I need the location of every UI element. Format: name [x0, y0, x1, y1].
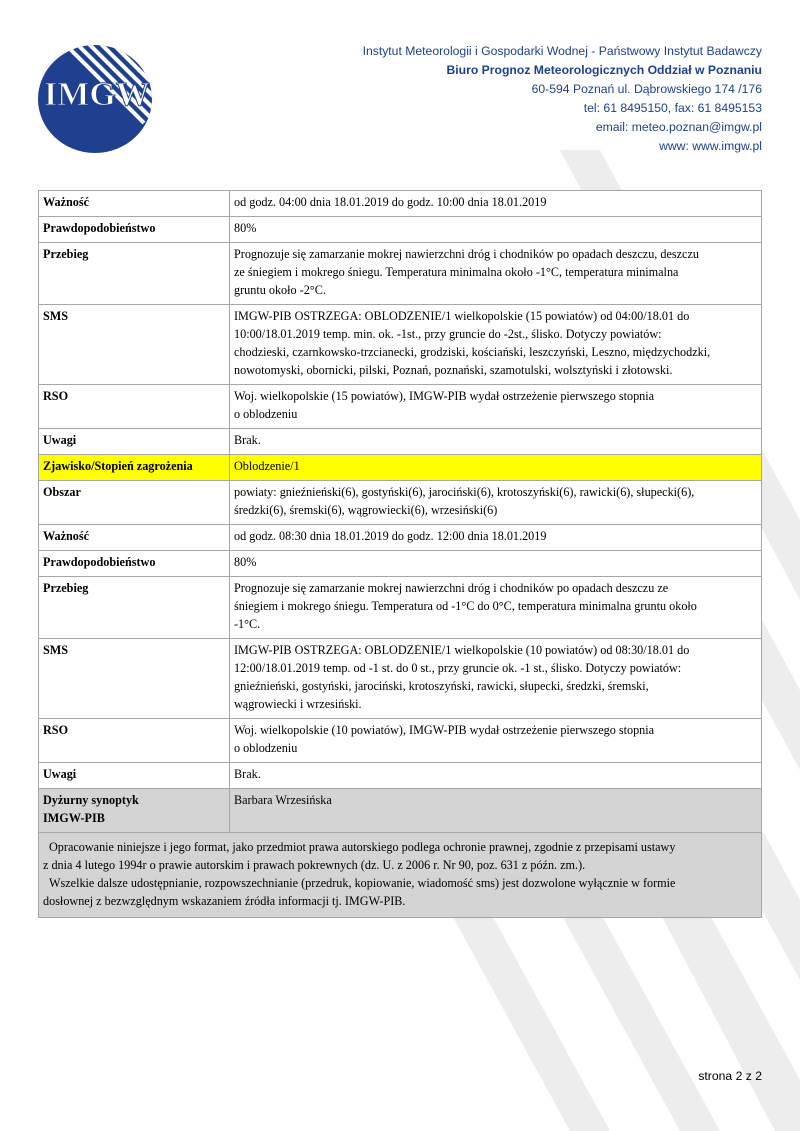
row-value-line: średzki(6), śremski(6), wągrowiecki(6), wrzesiński(6) — [234, 503, 498, 517]
row-label: Przebieg — [39, 243, 230, 305]
row-value-line: chodzieski, czarnkowsko-trzcianecki, grodziski, kościański, leszczyński, Leszno, międzychodzki, — [234, 345, 711, 359]
row-value-line: o oblodzeniu — [234, 741, 298, 755]
row-label: Zjawisko/Stopień zagrożenia — [39, 455, 230, 481]
logo-text: IMGW — [44, 76, 150, 113]
copyright-line: z dnia 4 lutego 1994r o prawie autorskim i prawach pokrewnych (dz. U. z 2006 r. Nr 90, poz. 631 z późn. zm.). — [43, 858, 586, 872]
row-value-line: IMGW-PIB OSTRZEGA: OBLODZENIE/1 wielkopolskie (15 powiatów) od 04:00/18.01 do — [234, 309, 690, 323]
table-row — [39, 429, 762, 455]
row-value — [230, 481, 762, 525]
imgw-logo — [36, 43, 154, 155]
row-value-line: 80% — [234, 555, 257, 569]
row-value-line: 80% — [234, 221, 257, 235]
row-value — [230, 789, 762, 833]
row-value — [230, 639, 762, 719]
row-value — [230, 217, 762, 243]
copyright-line: dosłownej z bezwzględnym wskazaniem źródła informacji tj. IMGW-PIB. — [43, 894, 406, 908]
row-label-line: Dyżurny synoptyk — [43, 793, 139, 807]
table-row — [39, 243, 762, 305]
row-value-line: Barbara Wrzesińska — [234, 793, 332, 807]
table-row — [39, 385, 762, 429]
institute-name: Instytut Meteorologii i Gospodarki Wodnej - Państwowy Instytut Badawczy — [362, 44, 762, 58]
table-row — [39, 789, 762, 833]
row-value-line: wągrowiecki i wrzesiński. — [234, 697, 362, 711]
row-value-line: ze śniegiem i mokrego śniegu. Temperatura minimalna około -1°C, temperatura minimalna — [234, 265, 679, 279]
row-label: Przebieg — [39, 577, 230, 639]
row-value — [230, 577, 762, 639]
warning-table-body — [39, 191, 762, 918]
row-value — [230, 455, 762, 481]
row-value-line: Woj. wielkopolskie (15 powiatów), IMGW-PIB wydał ostrzeżenie pierwszego stopnia — [234, 389, 655, 403]
row-label-line: IMGW-PIB — [43, 811, 105, 825]
row-label — [39, 789, 230, 833]
copyright-line: Opracowanie niniejsze i jego format, jako przedmiot prawa autorskiego podlega ochronie prawnej, zgodnie z przepisami ustawy — [49, 840, 676, 854]
row-value — [230, 191, 762, 217]
row-value-line: od godz. 04:00 dnia 18.01.2019 do godz. 10:00 dnia 18.01.2019 — [234, 195, 547, 209]
row-label: Ważność — [39, 525, 230, 551]
row-value-line: od godz. 08:30 dnia 18.01.2019 do godz. 12:00 dnia 18.01.2019 — [234, 529, 547, 543]
row-value — [230, 429, 762, 455]
table-row — [39, 191, 762, 217]
office-address: 60-594 Poznań ul. Dąbrowskiego 174 /176 — [531, 82, 762, 96]
row-value — [230, 551, 762, 577]
row-value-line: powiaty: gnieźnieński(6), gostyński(6), jarociński(6), krotoszyński(6), rawicki(6), słupecki(6), — [234, 485, 695, 499]
row-value — [230, 243, 762, 305]
row-label: RSO — [39, 385, 230, 429]
row-value-line: gruntu około -2°C. — [234, 283, 326, 297]
row-label: Uwagi — [39, 763, 230, 789]
institute-header — [363, 42, 762, 156]
table-row — [39, 455, 762, 481]
row-label: SMS — [39, 305, 230, 385]
row-value-line: Oblodzenie/1 — [234, 459, 300, 473]
row-value — [230, 763, 762, 789]
row-value-line: śniegiem i mokrego śniegu. Temperatura od -1°C do 0°C, temperatura minimalna gruntu około — [234, 599, 697, 613]
row-value — [230, 719, 762, 763]
row-label: Prawdopodobieństwo — [39, 551, 230, 577]
page-number: strona 2 z 2 — [698, 1069, 762, 1083]
row-value-line: nowotomyski, obornicki, pilski, Poznań, poznański, szamotulski, wolsztyński i złotowski. — [234, 363, 673, 377]
row-value-line: gnieźnieński, gostyński, jarociński, krotoszyński, rawicki, słupecki, średzki, śremski, — [234, 679, 649, 693]
copyright-row — [39, 833, 762, 918]
row-value-line: Brak. — [234, 433, 261, 447]
row-label: Uwagi — [39, 429, 230, 455]
table-row — [39, 525, 762, 551]
table-row — [39, 481, 762, 525]
row-label: Prawdopodobieństwo — [39, 217, 230, 243]
copyright-line: Wszelkie dalsze udostępnianie, rozpowszechnianie (przedruk, kopiowanie, wiadomość sms) jest dozwolone wyłącznie w formie — [49, 876, 676, 890]
row-value-line: 10:00/18.01.2019 temp. min. ok. -1st., przy gruncie do -2st., ślisko. Dotyczy powiatów: — [234, 327, 662, 341]
table-row — [39, 719, 762, 763]
row-value-line: IMGW-PIB OSTRZEGA: OBLODZENIE/1 wielkopolskie (10 powiatów) od 08:30/18.01 do — [234, 643, 690, 657]
table-row — [39, 763, 762, 789]
row-value — [230, 525, 762, 551]
row-value — [230, 385, 762, 429]
row-label: Ważność — [39, 191, 230, 217]
row-label: RSO — [39, 719, 230, 763]
table-row — [39, 551, 762, 577]
office-phone: tel: 61 8495150, fax: 61 8495153 — [583, 101, 762, 115]
row-label: Obszar — [39, 481, 230, 525]
row-value-line: Prognozuje się zamarzanie mokrej nawierzchni dróg i chodników po opadach deszczu, deszczu — [234, 247, 699, 261]
row-value-line: Brak. — [234, 767, 261, 781]
row-value-line: o oblodzeniu — [234, 407, 298, 421]
office-name: Biuro Prognoz Meteorologicznych Oddział w Poznaniu — [446, 63, 762, 77]
office-website: www: www.imgw.pl — [659, 139, 762, 153]
row-value-line: 12:00/18.01.2019 temp. od -1 st. do 0 st., przy gruncie ok. -1 st., ślisko. Dotyczy powiatów: — [234, 661, 682, 675]
office-email: email: meteo.poznan@imgw.pl — [595, 120, 762, 134]
row-value-line: Prognozuje się zamarzanie mokrej nawierzchni dróg i chodników po opadach deszczu ze — [234, 581, 669, 595]
table-row — [39, 577, 762, 639]
table-row — [39, 305, 762, 385]
row-label: SMS — [39, 639, 230, 719]
copyright-notice — [39, 833, 762, 918]
table-row — [39, 639, 762, 719]
warning-table — [38, 190, 762, 918]
row-value-line: Woj. wielkopolskie (10 powiatów), IMGW-PIB wydał ostrzeżenie pierwszego stopnia — [234, 723, 655, 737]
row-value-line: -1°C. — [234, 617, 261, 631]
row-value — [230, 305, 762, 385]
table-row — [39, 217, 762, 243]
